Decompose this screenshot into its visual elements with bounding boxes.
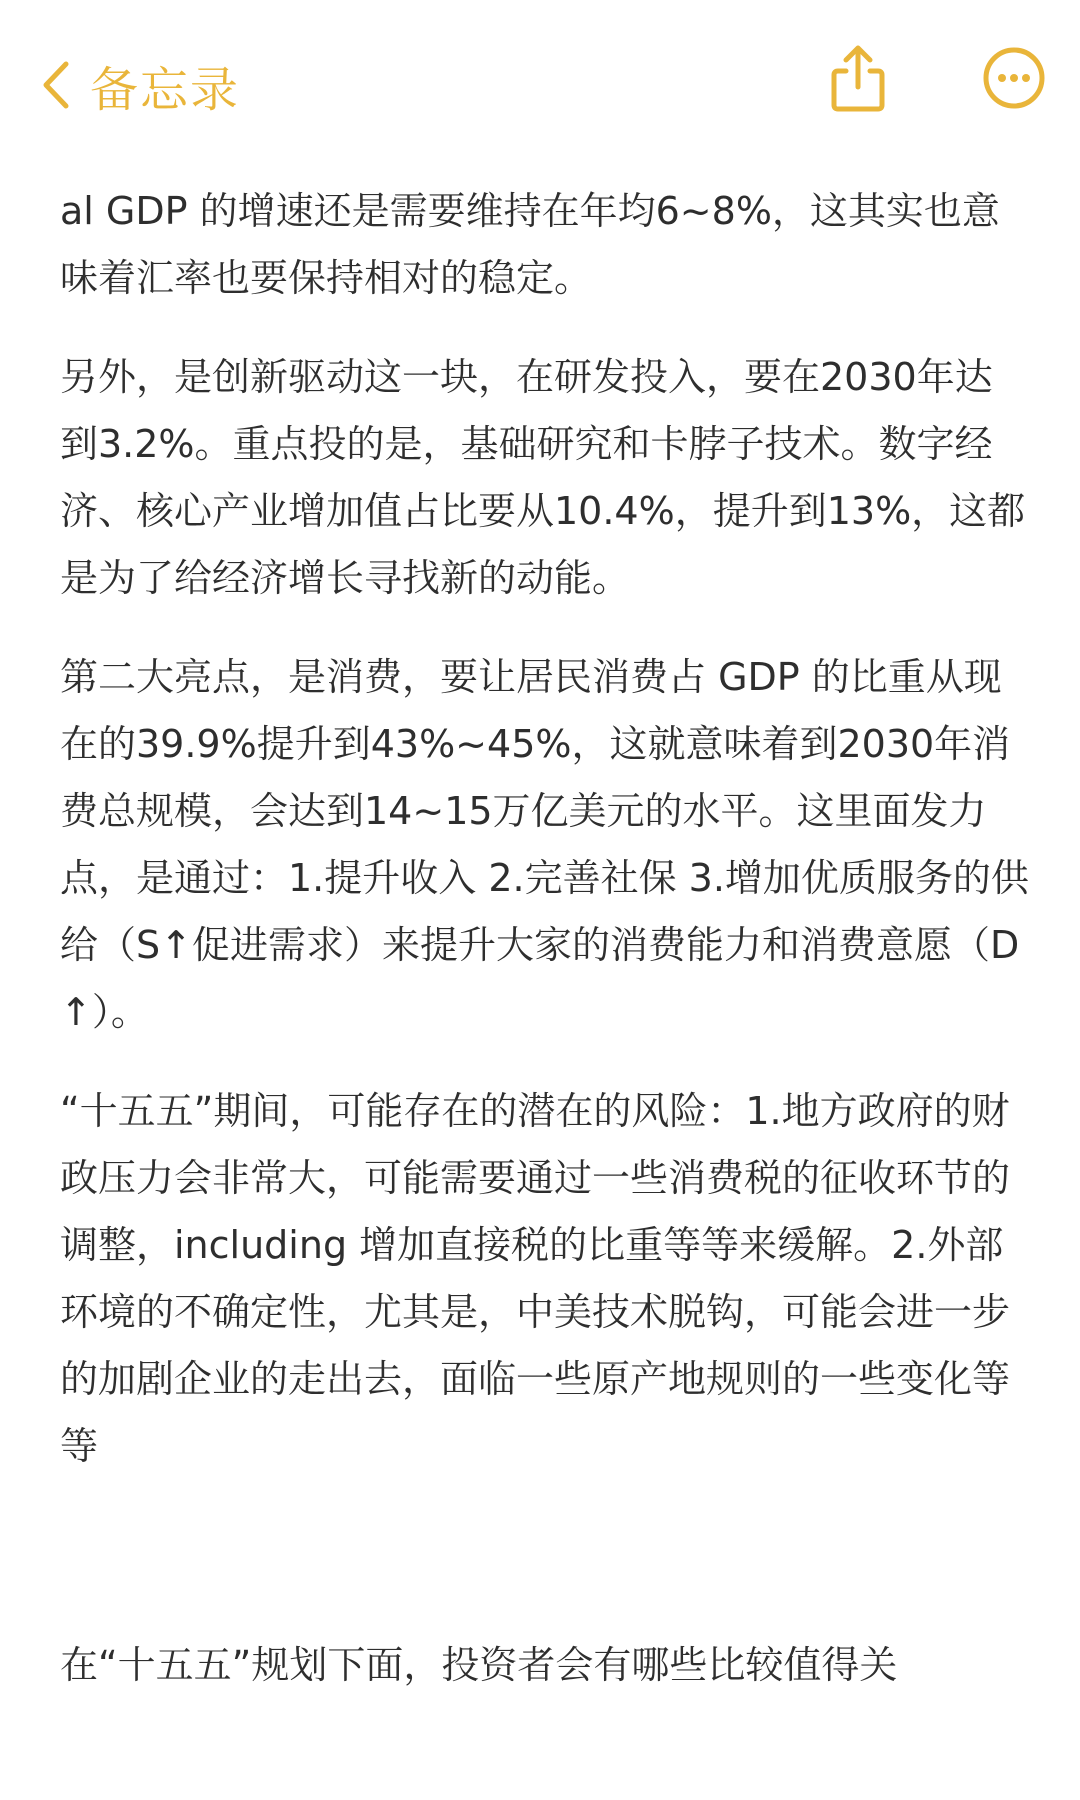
more-button[interactable] [978,40,1050,120]
share-icon [828,43,888,117]
empty-line [60,1512,1030,1632]
note-paragraph-2: 另外，是创新驱动这一块，在研发投入，要在2030年达到3.2%。重点投的是，基础研究和卡脖子技术。数字经济、核心产业增加值占比要从10.4%，提升到13%，这都是为了给经济增长寻找新的动能。 [60,355,1026,600]
share-button[interactable] [822,40,894,120]
ellipsis-circle-icon [982,46,1046,114]
back-button[interactable] [40,50,240,120]
note-paragraph-1: al GDP 的增速还是需要维持在年均6~8%，这其实也意味着汇率也要保持相对的稳定。 [60,189,1000,300]
note-paragraph-3: 第二大亮点，是消费，要让居民消费占 GDP 的比重从现在的39.9%提升到43%~45%，这就意味着到2030年消费总规模，会达到14~15万亿美元的水平。这里面发力点，是通过：1.提升收入 2.完善社保 3.增加优质服务的供给（S↑促进需求）来提升大家的消费能力和消费意愿（D↑）。 [60,655,1029,1034]
note-paragraph-4: “十五五”期间，可能存在的潜在的风险：1.地方政府的财政压力会非常大，可能需要通过一些消费税的征收环节的调整，including 增加直接税的比重等等来缓解。2.外部环境的不确定性，尤其是，中美技术脱钩，可能会进一步的加剧企业的走出去，面临一些原产地规则的一些变化等等 [60,1089,1011,1468]
note-paragraph-5: 在“十五五”规划下面，投资者会有哪些比较值得关 [60,1643,898,1687]
chevron-left-icon [40,60,70,110]
navigation-bar [0,0,1080,160]
back-label: 备忘录 [90,61,241,118]
note-body[interactable] [60,178,1030,1731]
